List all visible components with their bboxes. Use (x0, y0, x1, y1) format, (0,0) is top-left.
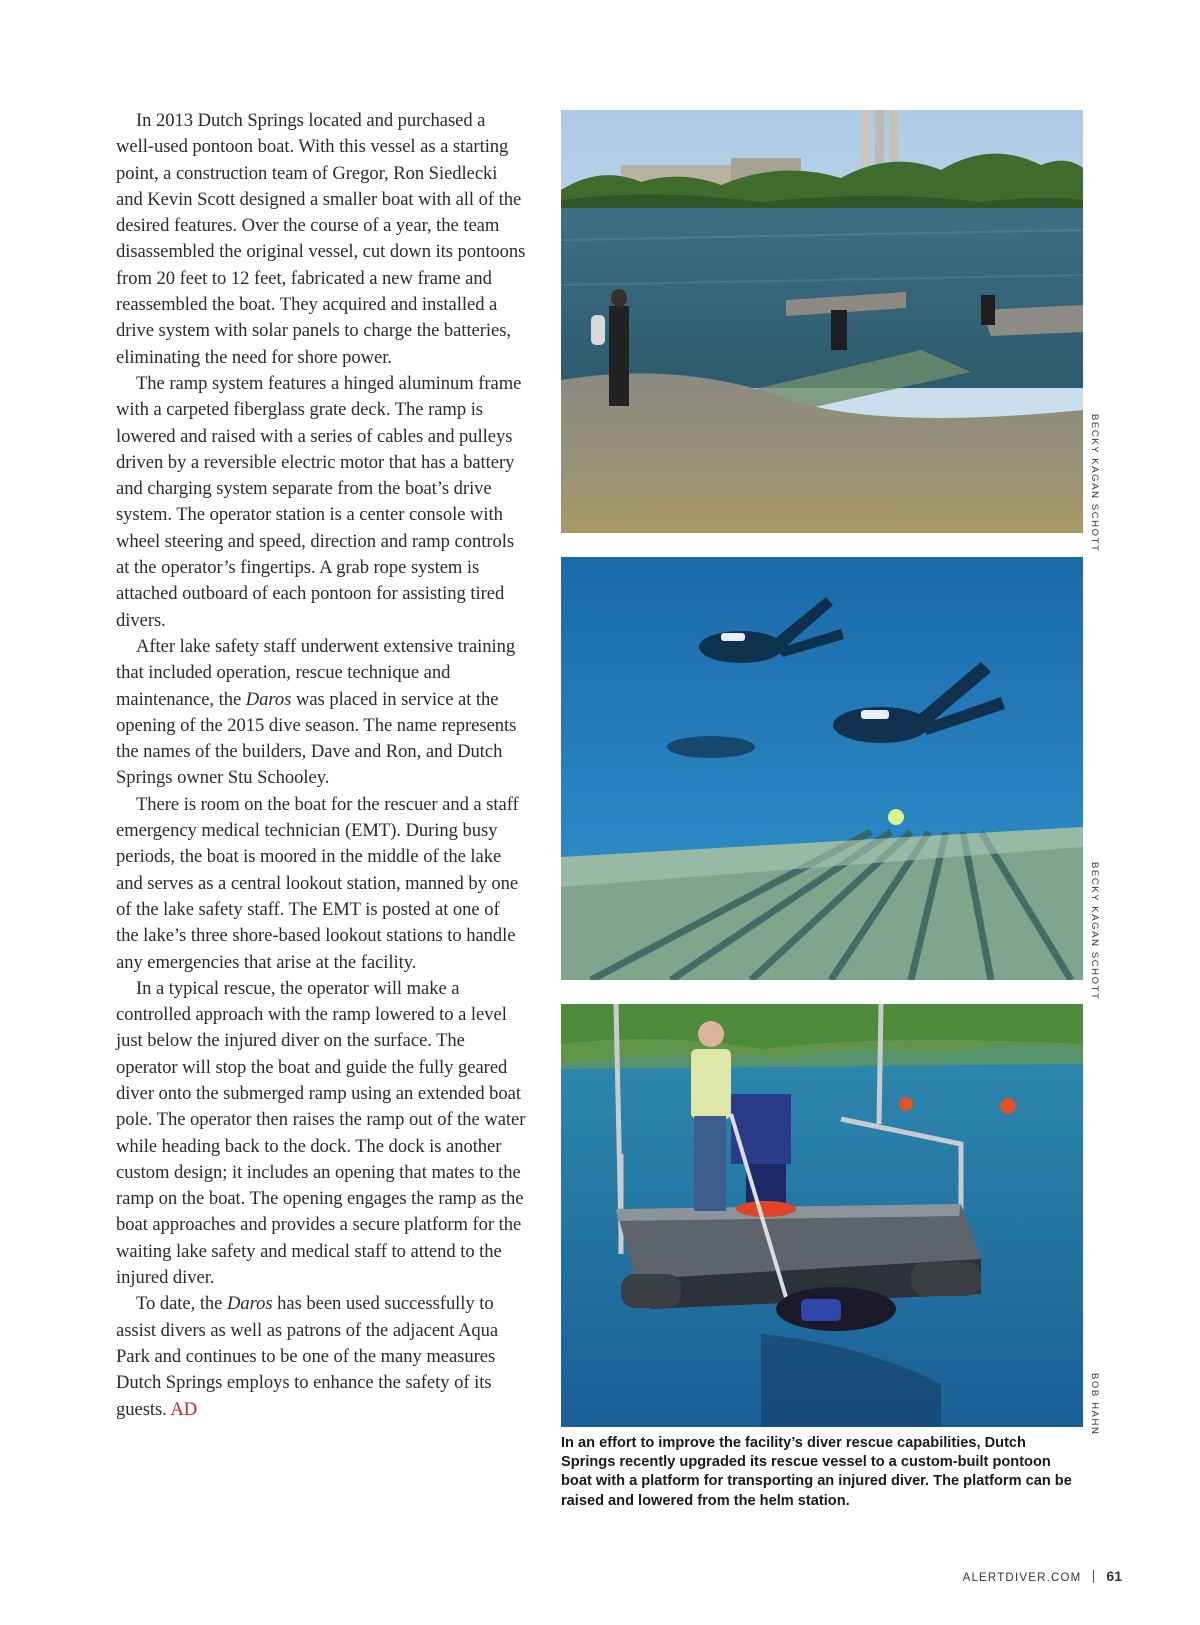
photo-underwater-divers (561, 557, 1083, 980)
footer-divider (1093, 1570, 1094, 1583)
footer-site-link[interactable]: ALERTDIVER.COM (962, 1572, 1082, 1584)
end-mark: AD (170, 1398, 198, 1420)
paragraph-6-part-b: has been used successfully to assist divers as well as patrons of the adjacent Aqua Park and continues to be one of the many measures Dutch Springs employs to enhance the safety of its guests. (116, 1293, 499, 1420)
paragraph-6 (116, 1291, 526, 1422)
page-number: 61 (1106, 1568, 1122, 1584)
paragraph-4: There is room on the boat for the rescuer and a staff emergency medical technician (EMT). During busy periods, the boat is moored in the middle of the lake and serves as a central lookout station, manned by one of the lake safety staff. The EMT is posted at one of the lake’s three shore-based lookout stations to handle any emergencies that arise at the facility. (116, 793, 519, 973)
paragraph-6-part-a: To date, the (136, 1293, 223, 1315)
paragraph-3-part-a: After lake safety staff underwent extensive training that included operation, rescue technique and maintenance, the (116, 635, 516, 710)
photo-credit: BECKY KAGAN SCHOTT (1089, 862, 1100, 1001)
paragraph-3 (116, 634, 526, 792)
paragraph-2: The ramp system features a hinged aluminum frame with a carpeted fiberglass grate deck. The ramp is lowered and raised with a series of cables and pulleys driven by a reversible electric motor that has a battery and charging system separate from the boat’s drive system. The operator station is a center console with wheel steering and speed, direction and ramp controls at the operator’s fingertips. A grab rope system is attached outboard of each pontoon for assisting tired divers. (116, 372, 522, 631)
article-body (116, 108, 526, 1423)
photo-credit: BECKY KAGAN SCHOTT (1089, 414, 1100, 553)
photo-rescue-boat (561, 1004, 1083, 1427)
photo-caption: In an effort to improve the facility’s diver rescue capabilities, Dutch Springs recently upgraded its rescue vessel to a custom-built pontoon boat with a platform for transporting an injured diver. The platform can be raised and lowered from the helm station. (561, 1435, 1072, 1509)
boat-name: Daros (227, 1293, 273, 1315)
paragraph-5: In a typical rescue, the operator will make a controlled approach with the ramp lowered to a level just below the injured diver on the surface. The operator will stop the boat and guide the fully geared diver onto the submerged ramp using an extended boat pole. The operator then raises the ramp out of the water while heading back to the dock. The dock is another custom design; it includes an opening that mates to the ramp on the boat. The opening engages the ramp as the boat approaches and provides a secure platform for the waiting lake safety and medical staff to attend to the injured diver. (116, 977, 526, 1289)
paragraph-1: In 2013 Dutch Springs located and purchased a well-used pontoon boat. With this vessel as a starting point, a construction team of Gregor, Ron Siedlecki and Kevin Scott designed a smaller boat with all of the desired features. Over the course of a year, the team disassembled the original vessel, cut down its pontoons from 20 feet to 12 feet, fabricated a new frame and reassembled the boat. They acquired and installed a drive system with solar panels to charge the batteries, eliminating the need for shore power. (116, 110, 526, 368)
paragraph-3-part-b: was placed in service at the opening of the 2015 dive season. The name represents the names of the builders, Dave and Ron, and Dutch Springs owner Stu Schooley. (116, 688, 517, 789)
photo-credit: BOB HAHN (1089, 1373, 1100, 1436)
boat-name: Daros (245, 688, 292, 710)
page-footer (963, 1568, 1122, 1584)
photo-lake-shore (561, 110, 1083, 533)
